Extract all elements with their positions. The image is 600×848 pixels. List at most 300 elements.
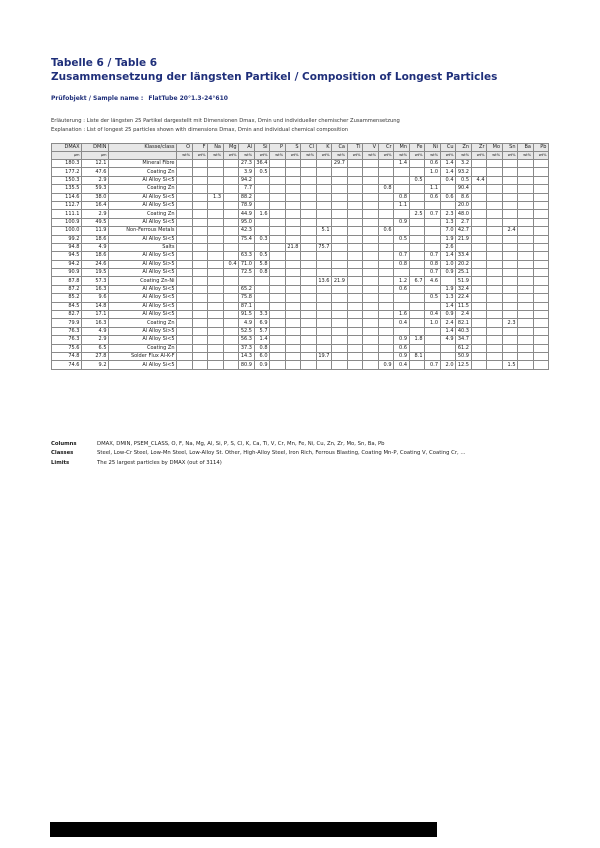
value-cell — [208, 227, 224, 235]
value-cell: 84.5 — [52, 302, 82, 310]
unit-header: wt% — [363, 152, 379, 160]
value-cell — [533, 201, 549, 209]
value-cell — [301, 176, 317, 184]
value-cell: 49.5 — [82, 218, 109, 226]
value-cell — [332, 260, 348, 268]
value-cell — [192, 277, 208, 285]
value-cell: 32.4 — [456, 285, 472, 293]
value-cell — [223, 218, 239, 226]
value-cell — [378, 201, 394, 209]
value-cell — [301, 252, 317, 260]
value-cell — [254, 176, 270, 184]
value-cell — [487, 243, 503, 251]
value-cell — [177, 227, 193, 235]
value-cell — [285, 352, 301, 360]
value-cell — [487, 218, 503, 226]
class-cell: Salts — [109, 243, 177, 251]
value-cell — [285, 168, 301, 176]
value-cell — [471, 185, 487, 193]
value-cell — [177, 201, 193, 209]
value-cell — [471, 311, 487, 319]
unit-header: µm — [52, 152, 82, 160]
value-cell — [533, 311, 549, 319]
value-cell: 57.3 — [82, 277, 109, 285]
value-cell: 82.7 — [52, 311, 82, 319]
value-cell — [301, 302, 317, 310]
value-cell — [533, 269, 549, 277]
value-cell: 1.3 — [440, 294, 456, 302]
value-cell — [533, 160, 549, 168]
value-cell — [208, 344, 224, 352]
value-cell: 0.5 — [425, 294, 441, 302]
value-cell — [270, 235, 286, 243]
value-cell: 114.6 — [52, 193, 82, 201]
class-cell: Coating Zn-Ni — [109, 277, 177, 285]
value-cell — [440, 344, 456, 352]
value-cell — [533, 285, 549, 293]
column-header: Zn — [456, 144, 472, 152]
value-cell — [409, 243, 425, 251]
value-cell — [518, 235, 534, 243]
footer-classes — [51, 449, 465, 458]
table-row — [52, 235, 549, 243]
value-cell — [363, 252, 379, 260]
table-body — [52, 160, 549, 370]
value-cell — [533, 185, 549, 193]
value-cell — [394, 176, 410, 184]
value-cell — [332, 294, 348, 302]
value-cell — [487, 176, 503, 184]
value-cell — [254, 185, 270, 193]
value-cell — [177, 277, 193, 285]
class-cell: Al Alloy Si<5 — [109, 269, 177, 277]
value-cell: 95.0 — [239, 218, 255, 226]
unit-header: wt% — [347, 152, 363, 160]
value-cell — [440, 201, 456, 209]
table-row — [52, 311, 549, 319]
value-cell: 42.7 — [456, 227, 472, 235]
value-cell — [223, 201, 239, 209]
value-cell — [471, 218, 487, 226]
value-cell — [487, 210, 503, 218]
value-cell — [285, 336, 301, 344]
value-cell — [270, 302, 286, 310]
explanation — [51, 117, 400, 134]
value-cell — [425, 227, 441, 235]
value-cell — [316, 176, 332, 184]
value-cell — [316, 319, 332, 327]
value-cell — [208, 201, 224, 209]
value-cell — [518, 302, 534, 310]
value-cell — [332, 327, 348, 335]
value-cell — [301, 218, 317, 226]
value-cell — [223, 336, 239, 344]
value-cell — [223, 294, 239, 302]
value-cell — [425, 243, 441, 251]
value-cell — [409, 361, 425, 369]
value-cell — [471, 260, 487, 268]
value-cell — [347, 311, 363, 319]
value-cell: 2.0 — [440, 361, 456, 369]
value-cell: 12.5 — [456, 361, 472, 369]
value-cell — [394, 243, 410, 251]
value-cell — [301, 193, 317, 201]
value-cell — [363, 243, 379, 251]
value-cell: 75.8 — [239, 294, 255, 302]
value-cell — [409, 160, 425, 168]
value-cell: 7.0 — [440, 227, 456, 235]
value-cell — [208, 210, 224, 218]
value-cell: 90.9 — [52, 269, 82, 277]
value-cell: 4.9 — [82, 243, 109, 251]
value-cell — [347, 302, 363, 310]
value-cell — [316, 327, 332, 335]
value-cell — [518, 218, 534, 226]
value-cell — [223, 235, 239, 243]
value-cell — [409, 302, 425, 310]
value-cell: 1.4 — [394, 160, 410, 168]
value-cell — [518, 344, 534, 352]
value-cell — [177, 327, 193, 335]
value-cell — [316, 294, 332, 302]
value-cell: 0.3 — [254, 235, 270, 243]
value-cell — [471, 352, 487, 360]
value-cell: 1.3 — [208, 193, 224, 201]
value-cell — [518, 319, 534, 327]
value-cell — [363, 260, 379, 268]
unit-header — [109, 152, 177, 160]
value-cell — [502, 185, 518, 193]
footer-columns-text: DMAX, DMIN, PSEM_CLASS, O, F, Na, Mg, Al, Si, P, S, Cl, K, Ca, Ti, V, Cr, Mn, Fe, Ni, Cu, Zn, Zr, Mo, Sn, Ba, Pb — [97, 441, 385, 447]
value-cell — [533, 260, 549, 268]
class-cell: Al Alloy Si<5 — [109, 252, 177, 260]
value-cell: 1.5 — [502, 361, 518, 369]
value-cell — [239, 277, 255, 285]
value-cell — [270, 193, 286, 201]
table-row — [52, 336, 549, 344]
value-cell — [316, 285, 332, 293]
value-cell — [502, 168, 518, 176]
unit-header: wt% — [471, 152, 487, 160]
value-cell — [502, 193, 518, 201]
value-cell — [223, 285, 239, 293]
value-cell — [208, 269, 224, 277]
value-cell: 1.6 — [254, 210, 270, 218]
value-cell — [208, 361, 224, 369]
table-row — [52, 277, 549, 285]
value-cell — [285, 269, 301, 277]
unit-header: wt% — [378, 152, 394, 160]
value-cell — [223, 277, 239, 285]
class-cell: Coating Zn — [109, 210, 177, 218]
value-cell: 16.3 — [82, 319, 109, 327]
value-cell — [270, 344, 286, 352]
value-cell: 0.4 — [440, 176, 456, 184]
value-cell: 87.2 — [52, 285, 82, 293]
table-row — [52, 243, 549, 251]
value-cell: 87.1 — [239, 302, 255, 310]
column-header: F — [192, 144, 208, 152]
table-row — [52, 185, 549, 193]
value-cell: 2.4 — [502, 227, 518, 235]
value-cell: 1.0 — [425, 319, 441, 327]
value-cell — [425, 352, 441, 360]
value-cell: 0.6 — [440, 193, 456, 201]
value-cell — [285, 160, 301, 168]
value-cell — [425, 336, 441, 344]
value-cell — [223, 361, 239, 369]
class-cell: Non-Ferrous Metals — [109, 227, 177, 235]
value-cell — [285, 285, 301, 293]
value-cell — [347, 210, 363, 218]
value-cell — [363, 294, 379, 302]
value-cell: 14.3 — [239, 352, 255, 360]
value-cell — [301, 277, 317, 285]
value-cell — [347, 319, 363, 327]
value-cell — [316, 235, 332, 243]
value-cell — [487, 336, 503, 344]
value-cell — [471, 336, 487, 344]
table-title — [51, 56, 497, 84]
value-cell — [409, 193, 425, 201]
table-row — [52, 218, 549, 226]
value-cell — [471, 327, 487, 335]
value-cell: 1.4 — [440, 327, 456, 335]
value-cell: 75.4 — [239, 235, 255, 243]
value-cell — [363, 327, 379, 335]
column-header: Na — [208, 144, 224, 152]
value-cell — [440, 352, 456, 360]
value-cell: 4.6 — [425, 277, 441, 285]
value-cell: 61.2 — [456, 344, 472, 352]
value-cell: 5.1 — [316, 227, 332, 235]
value-cell — [285, 176, 301, 184]
value-cell: 48.0 — [456, 210, 472, 218]
value-cell — [378, 168, 394, 176]
value-cell — [409, 252, 425, 260]
value-cell — [254, 285, 270, 293]
value-cell: 0.6 — [425, 160, 441, 168]
value-cell — [487, 193, 503, 201]
unit-header: wt% — [518, 152, 534, 160]
value-cell: 76.3 — [52, 327, 82, 335]
value-cell: 0.9 — [440, 311, 456, 319]
value-cell: 1.9 — [440, 235, 456, 243]
value-cell: 1.3 — [440, 218, 456, 226]
value-cell — [192, 336, 208, 344]
value-cell — [533, 294, 549, 302]
value-cell — [223, 311, 239, 319]
value-cell — [177, 269, 193, 277]
value-cell — [270, 176, 286, 184]
class-cell: Al Alloy Si>5 — [109, 260, 177, 268]
footer-limits-label: Limits — [51, 459, 70, 466]
value-cell — [270, 352, 286, 360]
sample-label: Prüfobjekt / Sample name : — [51, 95, 144, 102]
footer-classes-label: Classes — [51, 450, 74, 457]
value-cell — [192, 294, 208, 302]
unit-header: wt% — [177, 152, 193, 160]
value-cell: 0.7 — [425, 252, 441, 260]
value-cell — [270, 311, 286, 319]
value-cell — [502, 235, 518, 243]
value-cell — [347, 243, 363, 251]
value-cell: 37.3 — [239, 344, 255, 352]
value-cell — [192, 168, 208, 176]
class-cell: Al Alloy Si<5 — [109, 201, 177, 209]
value-cell — [378, 311, 394, 319]
value-cell — [518, 311, 534, 319]
value-cell — [363, 210, 379, 218]
value-cell: 3.9 — [239, 168, 255, 176]
value-cell — [347, 193, 363, 201]
value-cell: 0.9 — [440, 269, 456, 277]
value-cell: 3.3 — [254, 311, 270, 319]
class-cell: Al Alloy Si<5 — [109, 285, 177, 293]
value-cell: 1.4 — [440, 168, 456, 176]
value-cell — [270, 210, 286, 218]
column-header: Al — [239, 144, 255, 152]
value-cell — [301, 344, 317, 352]
unit-header: wt% — [239, 152, 255, 160]
value-cell — [347, 344, 363, 352]
column-header: K — [316, 144, 332, 152]
value-cell — [177, 176, 193, 184]
value-cell: 94.2 — [239, 176, 255, 184]
value-cell — [208, 327, 224, 335]
value-cell — [223, 269, 239, 277]
value-cell — [208, 168, 224, 176]
value-cell — [394, 294, 410, 302]
class-cell: Coating Zn — [109, 319, 177, 327]
value-cell — [177, 285, 193, 293]
value-cell — [270, 269, 286, 277]
value-cell — [177, 311, 193, 319]
value-cell — [301, 352, 317, 360]
value-cell: 100.9 — [52, 218, 82, 226]
table-row — [52, 327, 549, 335]
unit-header: wt% — [533, 152, 549, 160]
value-cell: 8.6 — [456, 193, 472, 201]
value-cell — [533, 277, 549, 285]
value-cell — [533, 168, 549, 176]
value-cell — [270, 243, 286, 251]
value-cell — [409, 269, 425, 277]
value-cell — [471, 193, 487, 201]
value-cell — [363, 344, 379, 352]
value-cell: 5.8 — [254, 260, 270, 268]
value-cell — [487, 185, 503, 193]
value-cell: 0.5 — [254, 252, 270, 260]
class-cell: Al Alloy Si<5 — [109, 218, 177, 226]
value-cell — [533, 361, 549, 369]
table-row — [52, 193, 549, 201]
header-row — [52, 144, 549, 152]
value-cell — [208, 260, 224, 268]
value-cell: 6.7 — [409, 277, 425, 285]
value-cell — [502, 160, 518, 168]
value-cell: 0.4 — [394, 319, 410, 327]
value-cell: 87.8 — [52, 277, 82, 285]
value-cell — [409, 227, 425, 235]
value-cell — [409, 327, 425, 335]
value-cell — [223, 176, 239, 184]
column-header: Cl — [301, 144, 317, 152]
value-cell — [208, 311, 224, 319]
value-cell — [239, 243, 255, 251]
value-cell — [208, 218, 224, 226]
value-cell — [502, 285, 518, 293]
value-cell: 19.7 — [316, 352, 332, 360]
value-cell — [223, 243, 239, 251]
value-cell — [487, 160, 503, 168]
value-cell: 94.5 — [52, 252, 82, 260]
table-row — [52, 285, 549, 293]
value-cell — [363, 285, 379, 293]
value-cell — [347, 361, 363, 369]
value-cell: 16.4 — [82, 201, 109, 209]
value-cell: 1.4 — [440, 302, 456, 310]
class-cell: Al Alloy Si<5 — [109, 302, 177, 310]
value-cell — [487, 361, 503, 369]
unit-header: wt% — [409, 152, 425, 160]
value-cell — [502, 352, 518, 360]
value-cell — [347, 269, 363, 277]
value-cell — [192, 327, 208, 335]
sample-value: FlatTube 20°1.3-24°610 — [148, 95, 228, 102]
value-cell — [502, 176, 518, 184]
value-cell: 21.8 — [285, 243, 301, 251]
value-cell — [347, 294, 363, 302]
value-cell — [285, 294, 301, 302]
value-cell: 76.3 — [52, 336, 82, 344]
value-cell — [533, 193, 549, 201]
unit-header: wt% — [425, 152, 441, 160]
column-header: Si — [254, 144, 270, 152]
value-cell: 135.5 — [52, 185, 82, 193]
value-cell — [223, 168, 239, 176]
column-header: O — [177, 144, 193, 152]
value-cell — [471, 243, 487, 251]
value-cell — [254, 294, 270, 302]
column-header: Zr — [471, 144, 487, 152]
value-cell — [332, 227, 348, 235]
value-cell — [471, 210, 487, 218]
value-cell — [177, 344, 193, 352]
value-cell — [363, 336, 379, 344]
value-cell — [177, 319, 193, 327]
value-cell — [425, 176, 441, 184]
value-cell: 72.5 — [239, 269, 255, 277]
table-footer — [51, 440, 465, 468]
value-cell: 8.1 — [409, 352, 425, 360]
value-cell: 0.9 — [378, 361, 394, 369]
column-header: Mg — [223, 144, 239, 152]
value-cell — [223, 327, 239, 335]
value-cell: 0.4 — [394, 361, 410, 369]
value-cell — [332, 319, 348, 327]
value-cell — [518, 168, 534, 176]
value-cell — [487, 168, 503, 176]
value-cell: 180.3 — [52, 160, 82, 168]
value-cell — [363, 227, 379, 235]
value-cell — [363, 193, 379, 201]
value-cell: 11.9 — [82, 227, 109, 235]
sample-name-line — [51, 95, 231, 102]
value-cell — [409, 218, 425, 226]
value-cell — [208, 336, 224, 344]
value-cell — [208, 277, 224, 285]
